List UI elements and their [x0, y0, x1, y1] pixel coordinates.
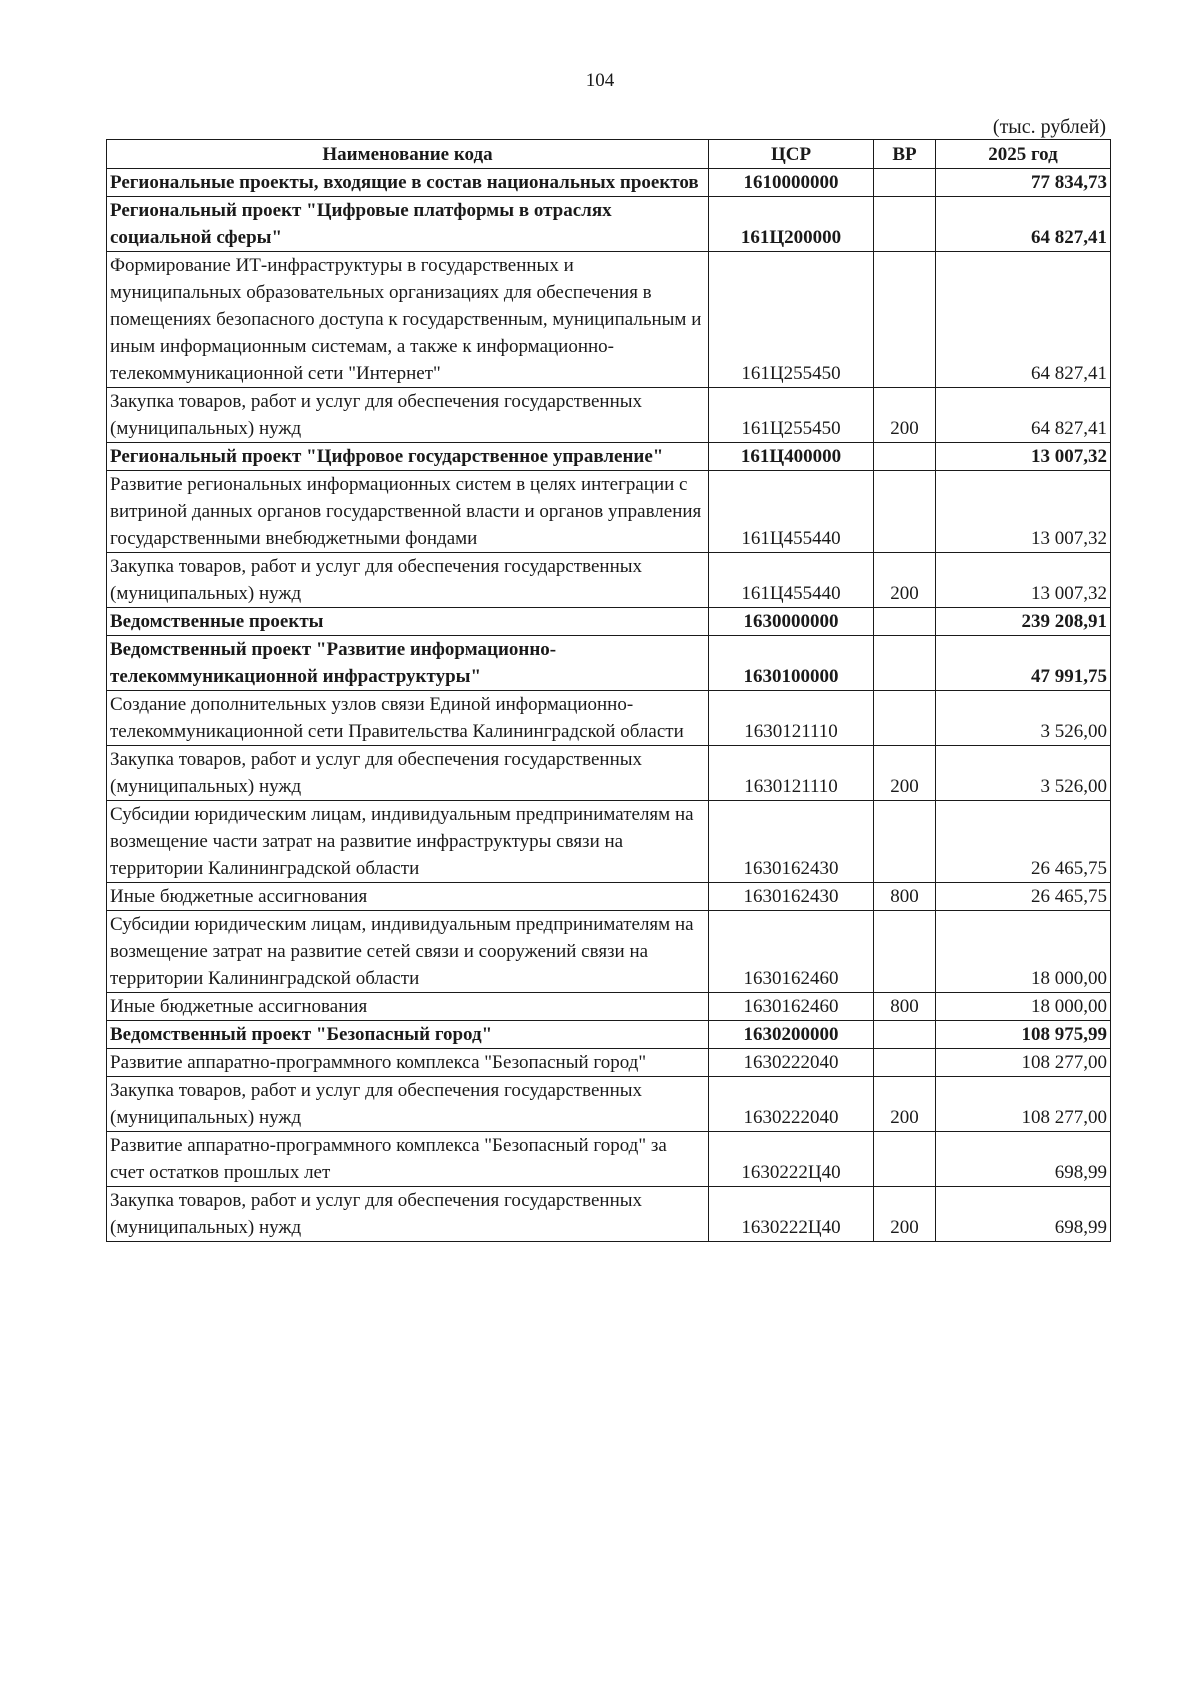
row-sum: 26 465,75: [936, 883, 1111, 911]
row-csr: 1610000000: [709, 169, 874, 197]
row-csr: 161Ц400000: [709, 443, 874, 471]
row-vr: [874, 911, 936, 993]
row-name: Развитие аппаратно-программного комплекса "Безопасный город": [107, 1049, 709, 1077]
table-row: [107, 911, 1111, 993]
row-csr: 1630121110: [709, 746, 874, 801]
row-vr: [874, 636, 936, 691]
row-sum: 18 000,00: [936, 993, 1111, 1021]
row-sum: 698,99: [936, 1187, 1111, 1242]
row-sum: 108 277,00: [936, 1049, 1111, 1077]
row-csr: 161Ц200000: [709, 197, 874, 252]
row-name: Закупка товаров, работ и услуг для обеспечения государственных (муниципальных) нужд: [107, 388, 709, 443]
table-row: [107, 1132, 1111, 1187]
row-csr: 1630200000: [709, 1021, 874, 1049]
row-csr: 1630000000: [709, 608, 874, 636]
row-vr: 200: [874, 388, 936, 443]
row-sum: 3 526,00: [936, 691, 1111, 746]
row-csr: 1630162430: [709, 883, 874, 911]
table-row: [107, 883, 1111, 911]
row-vr: [874, 197, 936, 252]
row-sum: 47 991,75: [936, 636, 1111, 691]
row-name: Создание дополнительных узлов связи Единой информационно-телекоммуникационной сети Правительства Калининградской области: [107, 691, 709, 746]
row-sum: 239 208,91: [936, 608, 1111, 636]
row-name: Региональные проекты, входящие в состав национальных проектов: [107, 169, 709, 197]
row-name: Ведомственный проект "Безопасный город": [107, 1021, 709, 1049]
table-row: [107, 608, 1111, 636]
row-csr: 1630222Ц40: [709, 1187, 874, 1242]
row-vr: [874, 1132, 936, 1187]
row-vr: 200: [874, 1187, 936, 1242]
row-name: Развитие аппаратно-программного комплекса "Безопасный город" за счет остатков прошлых лет: [107, 1132, 709, 1187]
budget-table: [106, 139, 1111, 1242]
row-name: Закупка товаров, работ и услуг для обеспечения государственных (муниципальных) нужд: [107, 1187, 709, 1242]
row-csr: 161Ц455440: [709, 553, 874, 608]
table-header-row: [107, 140, 1111, 169]
row-sum: 18 000,00: [936, 911, 1111, 993]
units-note: (тыс. рублей): [992, 116, 1106, 138]
row-vr: 200: [874, 746, 936, 801]
row-vr: [874, 691, 936, 746]
table-row: [107, 388, 1111, 443]
row-name: Закупка товаров, работ и услуг для обеспечения государственных (муниципальных) нужд: [107, 746, 709, 801]
row-name: Закупка товаров, работ и услуг для обеспечения государственных (муниципальных) нужд: [107, 1077, 709, 1132]
page-number: 104: [585, 70, 615, 91]
row-vr: 800: [874, 883, 936, 911]
row-sum: 64 827,41: [936, 388, 1111, 443]
row-name: Ведомственный проект "Развитие информационно-телекоммуникационной инфраструктуры": [107, 636, 709, 691]
row-vr: [874, 801, 936, 883]
table-body: [107, 169, 1111, 1242]
header-name: Наименование кода: [107, 140, 709, 169]
header-year: 2025 год: [936, 140, 1111, 169]
row-name: Иные бюджетные ассигнования: [107, 993, 709, 1021]
table-row: [107, 1077, 1111, 1132]
row-csr: 1630162460: [709, 993, 874, 1021]
row-name: Формирование ИТ-инфраструктуры в государственных и муниципальных образовательных организациях для обеспечения в помещениях безопасного доступа к государственным, муниципальным и иным информационным системам, а также к информационно-телекоммуникационной сети "Интернет": [107, 252, 709, 388]
row-csr: 1630100000: [709, 636, 874, 691]
row-name: Иные бюджетные ассигнования: [107, 883, 709, 911]
row-csr: 1630222Ц40: [709, 1132, 874, 1187]
row-sum: 13 007,32: [936, 443, 1111, 471]
table-row: [107, 691, 1111, 746]
row-name: Региональный проект "Цифровые платформы в отраслях социальной сферы": [107, 197, 709, 252]
row-vr: [874, 1049, 936, 1077]
table-row: [107, 252, 1111, 388]
row-sum: 13 007,32: [936, 471, 1111, 553]
row-csr: 161Ц255450: [709, 388, 874, 443]
row-vr: [874, 443, 936, 471]
row-name: Ведомственные проекты: [107, 608, 709, 636]
row-vr: 200: [874, 553, 936, 608]
table-row: [107, 1049, 1111, 1077]
row-sum: 13 007,32: [936, 553, 1111, 608]
row-sum: 77 834,73: [936, 169, 1111, 197]
row-vr: [874, 608, 936, 636]
row-csr: 1630162460: [709, 911, 874, 993]
row-name: Закупка товаров, работ и услуг для обеспечения государственных (муниципальных) нужд: [107, 553, 709, 608]
row-vr: [874, 1021, 936, 1049]
row-vr: 800: [874, 993, 936, 1021]
row-sum: 698,99: [936, 1132, 1111, 1187]
row-vr: [874, 169, 936, 197]
row-sum: 64 827,41: [936, 252, 1111, 388]
table-row: [107, 553, 1111, 608]
header-vr: ВР: [874, 140, 936, 169]
row-sum: 108 975,99: [936, 1021, 1111, 1049]
row-sum: 64 827,41: [936, 197, 1111, 252]
table-row: [107, 471, 1111, 553]
table-row: [107, 636, 1111, 691]
table-row: [107, 993, 1111, 1021]
table-row: [107, 1021, 1111, 1049]
row-name: Субсидии юридическим лицам, индивидуальным предпринимателям на возмещение части затрат на развитие инфраструктуры связи на территории Калининградской области: [107, 801, 709, 883]
table-row: [107, 197, 1111, 252]
row-csr: 1630121110: [709, 691, 874, 746]
row-sum: 108 277,00: [936, 1077, 1111, 1132]
row-name: Субсидии юридическим лицам, индивидуальным предпринимателям на возмещение затрат на развитие сетей связи и сооружений связи на территории Калининградской области: [107, 911, 709, 993]
row-vr: [874, 471, 936, 553]
table-row: [107, 1187, 1111, 1242]
row-csr: 161Ц255450: [709, 252, 874, 388]
table-row: [107, 801, 1111, 883]
row-csr: 161Ц455440: [709, 471, 874, 553]
row-csr: 1630222040: [709, 1049, 874, 1077]
row-vr: 200: [874, 1077, 936, 1132]
header-csr: ЦСР: [709, 140, 874, 169]
table-row: [107, 169, 1111, 197]
row-csr: 1630222040: [709, 1077, 874, 1132]
row-name: Развитие региональных информационных систем в целях интеграции с витриной данных органов государственной власти и органов управления государственными внебюджетными фондами: [107, 471, 709, 553]
row-vr: [874, 252, 936, 388]
table-row: [107, 443, 1111, 471]
table-row: [107, 746, 1111, 801]
row-csr: 1630162430: [709, 801, 874, 883]
row-sum: 26 465,75: [936, 801, 1111, 883]
row-sum: 3 526,00: [936, 746, 1111, 801]
row-name: Региональный проект "Цифровое государственное управление": [107, 443, 709, 471]
